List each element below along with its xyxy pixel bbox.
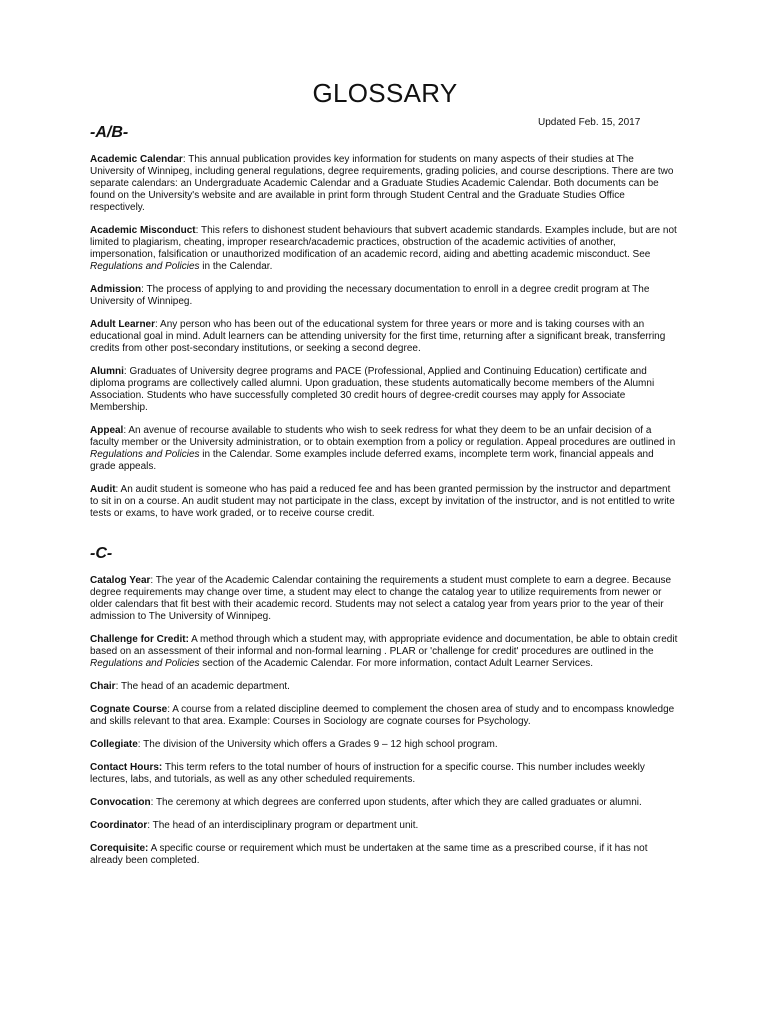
definition-adult-learner: : Any person who has been out of the educational system for three years or more and is taking courses with an educational goal in mind. Adult learners can be attending university for the first time, returning after a significant break, transferring credits from other post-secondary institutions, or seeking a second degree. [90, 319, 666, 354]
entry-admission [90, 284, 680, 308]
entry-catalog-year [90, 575, 680, 623]
term-alumni: Alumni [90, 366, 124, 377]
entry-academic-calendar [90, 154, 680, 214]
entry-chair [90, 681, 680, 693]
reference-regulations-policies: Regulations and Policies [90, 261, 200, 272]
entry-collegiate [90, 739, 680, 751]
term-corequisite: Corequisite: [90, 843, 149, 854]
term-academic-misconduct: Academic Misconduct [90, 225, 196, 236]
term-chair: Chair [90, 681, 116, 692]
section-heading-ab: -A/B- [90, 124, 129, 141]
glossary-content [90, 124, 680, 878]
definition-appeal-end: in the Calendar. Some examples include deferred exams, incomplete term work, financial appeals and grade appeals. [90, 449, 654, 472]
definition-cognate-course: : A course from a related discipline deemed to complement the chosen area of study and to encompass knowledge and skills relevant to that area. Example: Courses in Sociology are cognate courses for Psychology. [90, 704, 675, 727]
term-coordinator: Coordinator [90, 820, 148, 831]
entry-contact-hours [90, 762, 680, 786]
definition-academic-misconduct: : This refers to dishonest student behaviours that subvert academic standards. Examples include, but are not limited to plagiarism, cheating, improper research/academic practices, obstruction of the academic activities of another, impersonation, falsification or unauthorized modification of an academic record, aiding and abetting academic misconduct. See [90, 225, 677, 260]
definition-catalog-year: : The year of the Academic Calendar containing the requirements a student must complete to earn a degree. Because degree requirements may change over time, a student may elect to change the catalog year to utilize requirements from newer or older calendars that fit best with their academic record. Students may not select a catalog year from years prior to the year of their admission to The University of Winnipeg. [90, 575, 672, 622]
term-academic-calendar: Academic Calendar [90, 154, 183, 165]
term-audit: Audit [90, 484, 116, 495]
entry-challenge-for-credit [90, 634, 680, 670]
definition-chair: : The head of an academic department. [115, 681, 290, 692]
definition-coordinator: : The head of an interdisciplinary program or department unit. [147, 820, 419, 831]
definition-challenge-for-credit: A method through which a student may, with appropriate evidence and documentation, be able to obtain credit based on an assessment of their informal and non-formal learning . PLAR or 'challenge for credit' procedures are outlined in the [90, 634, 678, 657]
definition-audit: : An audit student is someone who has paid a reduced fee and has been granted permission by the instructor and department to sit in on a course. An audit student may not participate in the class, except by invitation of the instructor, and is not entitled to write tests or exams, to have work graded, or to receive course credit. [90, 484, 675, 519]
definition-convocation: : The ceremony at which degrees are conferred upon students, after which they are called graduates or alumni. [150, 797, 642, 808]
definition-admission: : The process of applying to and providing the necessary documentation to enroll in a degree credit program at The University of Winnipeg. [90, 284, 650, 307]
entry-appeal [90, 425, 680, 473]
entry-convocation [90, 797, 680, 809]
reference-regulations-policies: Regulations and Policies [90, 449, 200, 460]
updated-date: Updated Feb. 15, 2017 [538, 117, 641, 128]
entry-coordinator [90, 820, 680, 832]
definition-challenge-for-credit-end: section of the Academic Calendar. For more information, contact Adult Learner Services. [199, 658, 594, 669]
entry-corequisite [90, 843, 680, 867]
definition-academic-misconduct-end: in the Calendar. [199, 261, 273, 272]
term-contact-hours: Contact Hours: [90, 762, 163, 773]
page-title: GLOSSARY [312, 78, 458, 108]
entry-cognate-course [90, 704, 680, 728]
term-convocation: Convocation [90, 797, 151, 808]
term-cognate-course: Cognate Course [90, 704, 168, 715]
term-catalog-year: Catalog Year [90, 575, 151, 586]
entry-alumni [90, 366, 680, 414]
reference-regulations-policies: Regulations and Policies [90, 658, 200, 669]
entry-academic-misconduct [90, 225, 680, 273]
entry-adult-learner [90, 319, 680, 355]
term-appeal: Appeal [90, 425, 124, 436]
term-adult-learner: Adult Learner [90, 319, 156, 330]
term-collegiate: Collegiate [90, 739, 138, 750]
definition-alumni: : Graduates of University degree programs and PACE (Professional, Applied and Continuing Education) certificate and diploma programs are collectively called alumni. Upon graduation, these students automatically become members of the Alumni Association. Students who have successfully completed 30 credit hours of degree-credit courses may apply for Associate Membership. [90, 366, 655, 413]
definition-collegiate: : The division of the University which offers a Grades 9 – 12 high school program. [137, 739, 498, 750]
definition-academic-calendar: : This annual publication provides key information for students on many aspects of their studies at The University of Winnipeg, including general regulations, degree requirements, grading policies, and course descriptions. There are two separate calendars: an Undergraduate Academic Calendar and a Graduate Studies Academic Calendar. Both documents can be found on the University's website and are available in print form through Student Central and the Graduate Studies Office respectively. [90, 154, 674, 213]
definition-contact-hours: This term refers to the total number of hours of instruction for a specific course. This number includes weekly lectures, labs, and tutorials, as well as any other scheduled requirements. [90, 762, 645, 785]
definition-appeal: : An avenue of recourse available to students who wish to seek redress for what they deem to be an unfair decision of a faculty member or the University administration, or to obtain exemption from a policy or regulation. Appeal procedures are outlined in [90, 425, 676, 448]
term-admission: Admission [90, 284, 142, 295]
definition-corequisite: A specific course or requirement which must be undertaken at the same time as a prescribed course, if it has not already been completed. [90, 843, 648, 866]
entry-audit [90, 484, 680, 520]
term-challenge-for-credit: Challenge for Credit: [90, 634, 189, 645]
section-heading-c: -C- [90, 545, 113, 562]
